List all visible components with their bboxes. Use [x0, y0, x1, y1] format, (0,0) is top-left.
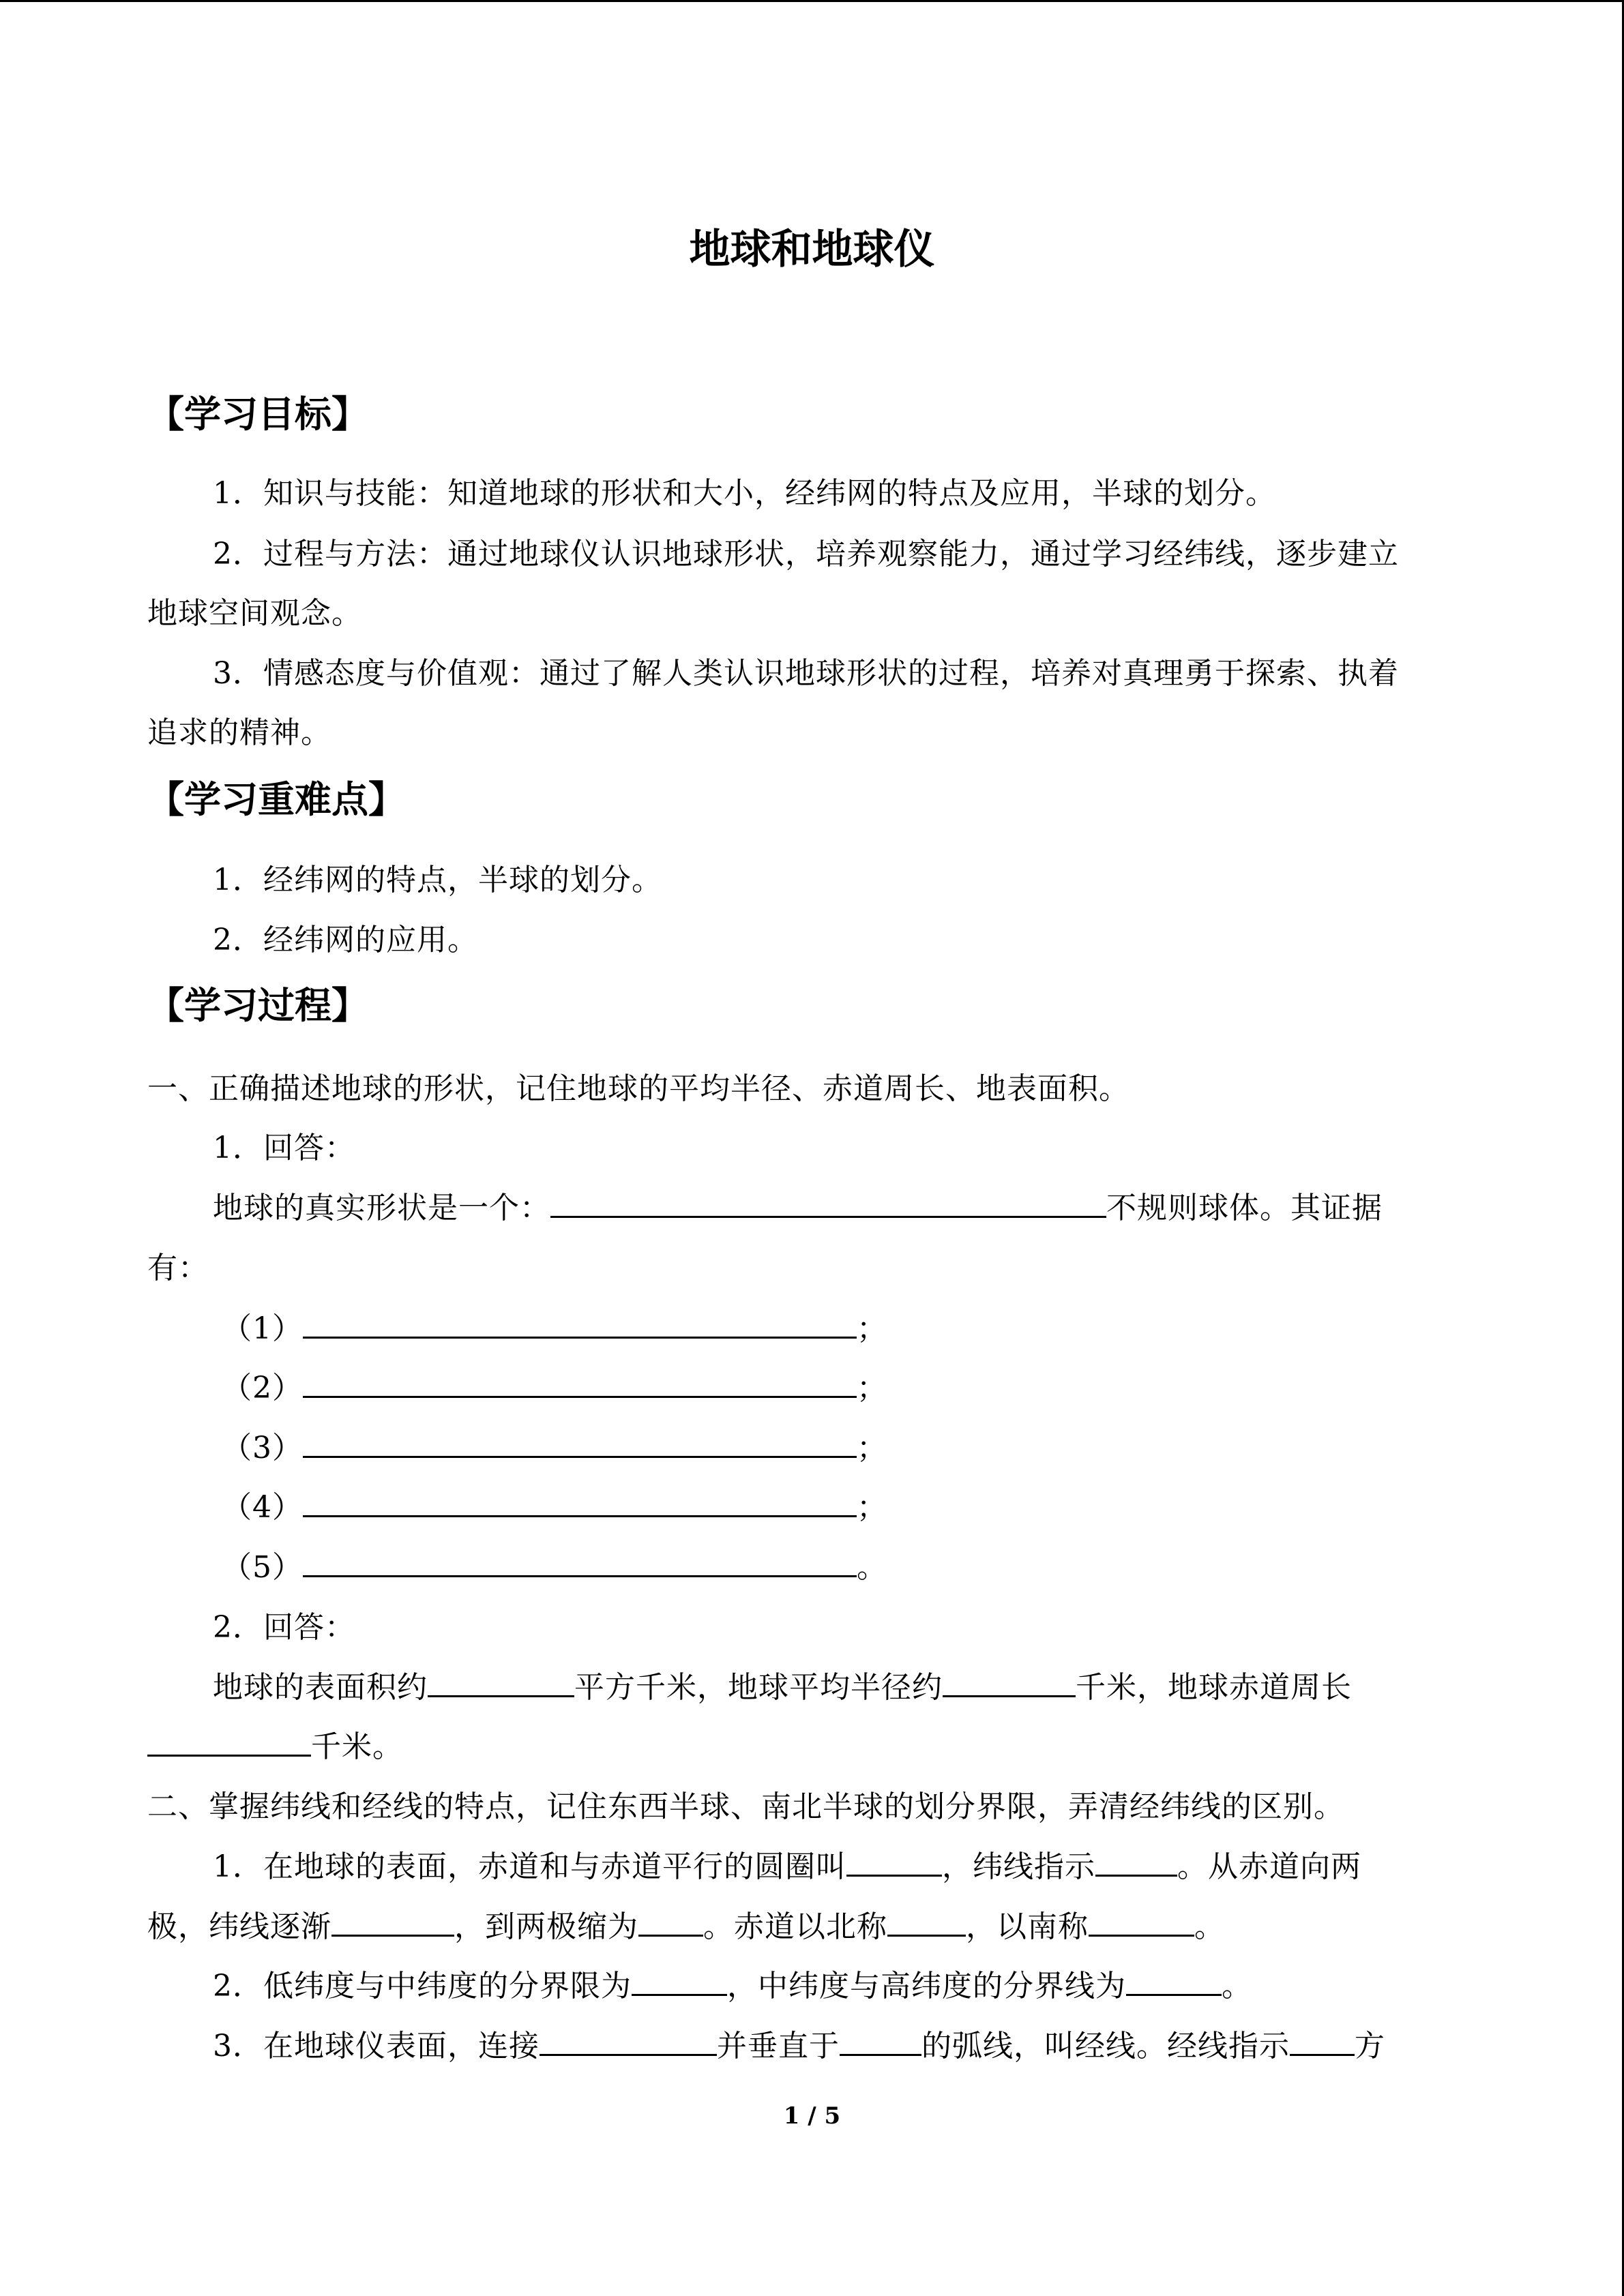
latitude-text-1: 1．在地球的表面，赤道和与赤道平行的圆圈叫: [213, 1849, 846, 1884]
surface-area-blank[interactable]: [428, 1668, 574, 1697]
section-heading-goals: 【学习目标】: [147, 392, 368, 436]
latitude-text-7: ，以南称: [966, 1909, 1089, 1944]
evidence-number: （2）: [222, 1371, 303, 1405]
shape-question-line-1: [213, 1188, 1383, 1229]
evidence-item-3: [222, 1428, 887, 1469]
evidence-number: （3）: [222, 1431, 303, 1465]
zone-text-3: 。: [1222, 1969, 1252, 2003]
goal-3-line-1: 3．情感态度与价值观：通过了解人类认识地球形状的过程，培养对真理勇于探索、执着: [213, 656, 1399, 691]
zone-text-2: ，中纬度与高纬度的分界线为: [727, 1969, 1126, 2003]
latitude-text-6: 。赤道以北称: [703, 1909, 887, 1944]
page-number: 1 / 5: [783, 2102, 841, 2130]
evidence-item-2: [222, 1368, 887, 1409]
evidence-blank[interactable]: [303, 1309, 857, 1339]
south-latitude-blank[interactable]: [1089, 1907, 1194, 1937]
goal-2-line-2: 地球空间观念。: [147, 596, 362, 631]
north-latitude-blank[interactable]: [887, 1907, 966, 1937]
latitude-question-line-2: [147, 1907, 1225, 1948]
latitude-text-2: ，纬线指示: [942, 1849, 1095, 1884]
evidence-blank[interactable]: [303, 1369, 857, 1398]
section-heading-key-points: 【学习重难点】: [147, 777, 405, 821]
longitude-text-2: 并垂直于: [717, 2029, 840, 2063]
section-heading-process: 【学习过程】: [147, 983, 368, 1027]
longitude-text-1: 3．在地球仪表面，连接: [213, 2029, 540, 2063]
goal-2-line-1: 2．过程与方法：通过地球仪认识地球形状，培养观察能力，通过学习经纬线，逐步建立: [213, 537, 1399, 571]
evidence-item-5: [222, 1547, 887, 1588]
key-point-2: 2．经纬网的应用。: [213, 923, 478, 957]
longitude-perpendicular-blank[interactable]: [840, 2027, 921, 2056]
longitude-direction-blank[interactable]: [1290, 2027, 1355, 2056]
evidence-end-mark: ；: [857, 1490, 887, 1525]
latitude-text-5: ，到两极缩为: [454, 1909, 638, 1944]
evidence-number: （1）: [222, 1311, 303, 1346]
latitude-zone-question: [213, 1966, 1252, 2007]
evidence-number: （4）: [222, 1490, 303, 1525]
page-title: 地球和地球仪: [689, 226, 935, 273]
evidence-end-mark: 。: [857, 1550, 887, 1585]
latitude-text-3: 。从赤道向两: [1177, 1849, 1361, 1884]
evidence-blank[interactable]: [303, 1429, 857, 1458]
goal-1: 1．知识与技能：知道地球的形状和大小，经纬网的特点及应用，半球的划分。: [213, 476, 1276, 511]
size-question-line-2: [147, 1727, 403, 1768]
evidence-end-mark: ；: [857, 1371, 887, 1405]
low-mid-boundary-blank[interactable]: [632, 1967, 727, 1996]
zone-text-1: 2．低纬度与中纬度的分界限为: [213, 1969, 632, 2003]
shape-question-line-2: 有：: [147, 1251, 209, 1285]
size-text-3: 千米，地球赤道周长: [1076, 1670, 1352, 1705]
shape-answer-blank[interactable]: [550, 1189, 1106, 1218]
radius-blank[interactable]: [943, 1668, 1076, 1697]
evidence-item-4: [222, 1487, 887, 1528]
longitude-text-4: 方: [1355, 2029, 1385, 2063]
longitude-text-3: 的弧线，叫经线。经线指示: [921, 2029, 1290, 2063]
latitude-text-8: 。: [1194, 1909, 1225, 1944]
size-text-4: 千米。: [311, 1729, 403, 1764]
evidence-item-1: [222, 1309, 887, 1350]
mid-high-boundary-blank[interactable]: [1126, 1967, 1222, 1996]
pole-blank[interactable]: [638, 1907, 703, 1937]
circumference-blank[interactable]: [147, 1727, 311, 1757]
size-text-2: 平方千米，地球平均半径约: [574, 1670, 943, 1705]
goal-3-line-2: 追求的精神。: [147, 715, 331, 750]
longitude-question-line: [213, 2026, 1385, 2067]
size-text-1: 地球的表面积约: [213, 1670, 428, 1705]
key-point-1: 1．经纬网的特点，半球的划分。: [213, 863, 662, 897]
question-2-label: 2．回答：: [213, 1610, 355, 1645]
shape-question-suffix: 不规则球体。其证据: [1106, 1191, 1383, 1225]
evidence-blank[interactable]: [303, 1548, 857, 1577]
latitude-direction-blank[interactable]: [1095, 1847, 1177, 1877]
evidence-end-mark: ；: [857, 1431, 887, 1465]
latitude-change-blank[interactable]: [331, 1907, 454, 1937]
page-border-top: [0, 0, 1624, 2]
question-1-label: 1．回答：: [213, 1131, 355, 1165]
longitude-connect-blank[interactable]: [540, 2027, 717, 2056]
size-question-line-1: [213, 1667, 1352, 1708]
part-1-heading: 一、正确描述地球的形状，记住地球的平均半径、赤道周长、地表面积。: [147, 1071, 1130, 1106]
latitude-question-line-1: [213, 1847, 1361, 1888]
latitude-name-blank[interactable]: [846, 1847, 942, 1877]
shape-question-prefix: 地球的真实形状是一个：: [213, 1191, 550, 1225]
evidence-blank[interactable]: [303, 1488, 857, 1517]
evidence-end-mark: ；: [857, 1311, 887, 1346]
evidence-number: （5）: [222, 1550, 303, 1585]
part-2-heading: 二、掌握纬线和经线的特点，记住东西半球、南北半球的划分界限，弄清经纬线的区别。: [147, 1789, 1344, 1824]
latitude-text-4: 极，纬线逐渐: [147, 1909, 331, 1944]
